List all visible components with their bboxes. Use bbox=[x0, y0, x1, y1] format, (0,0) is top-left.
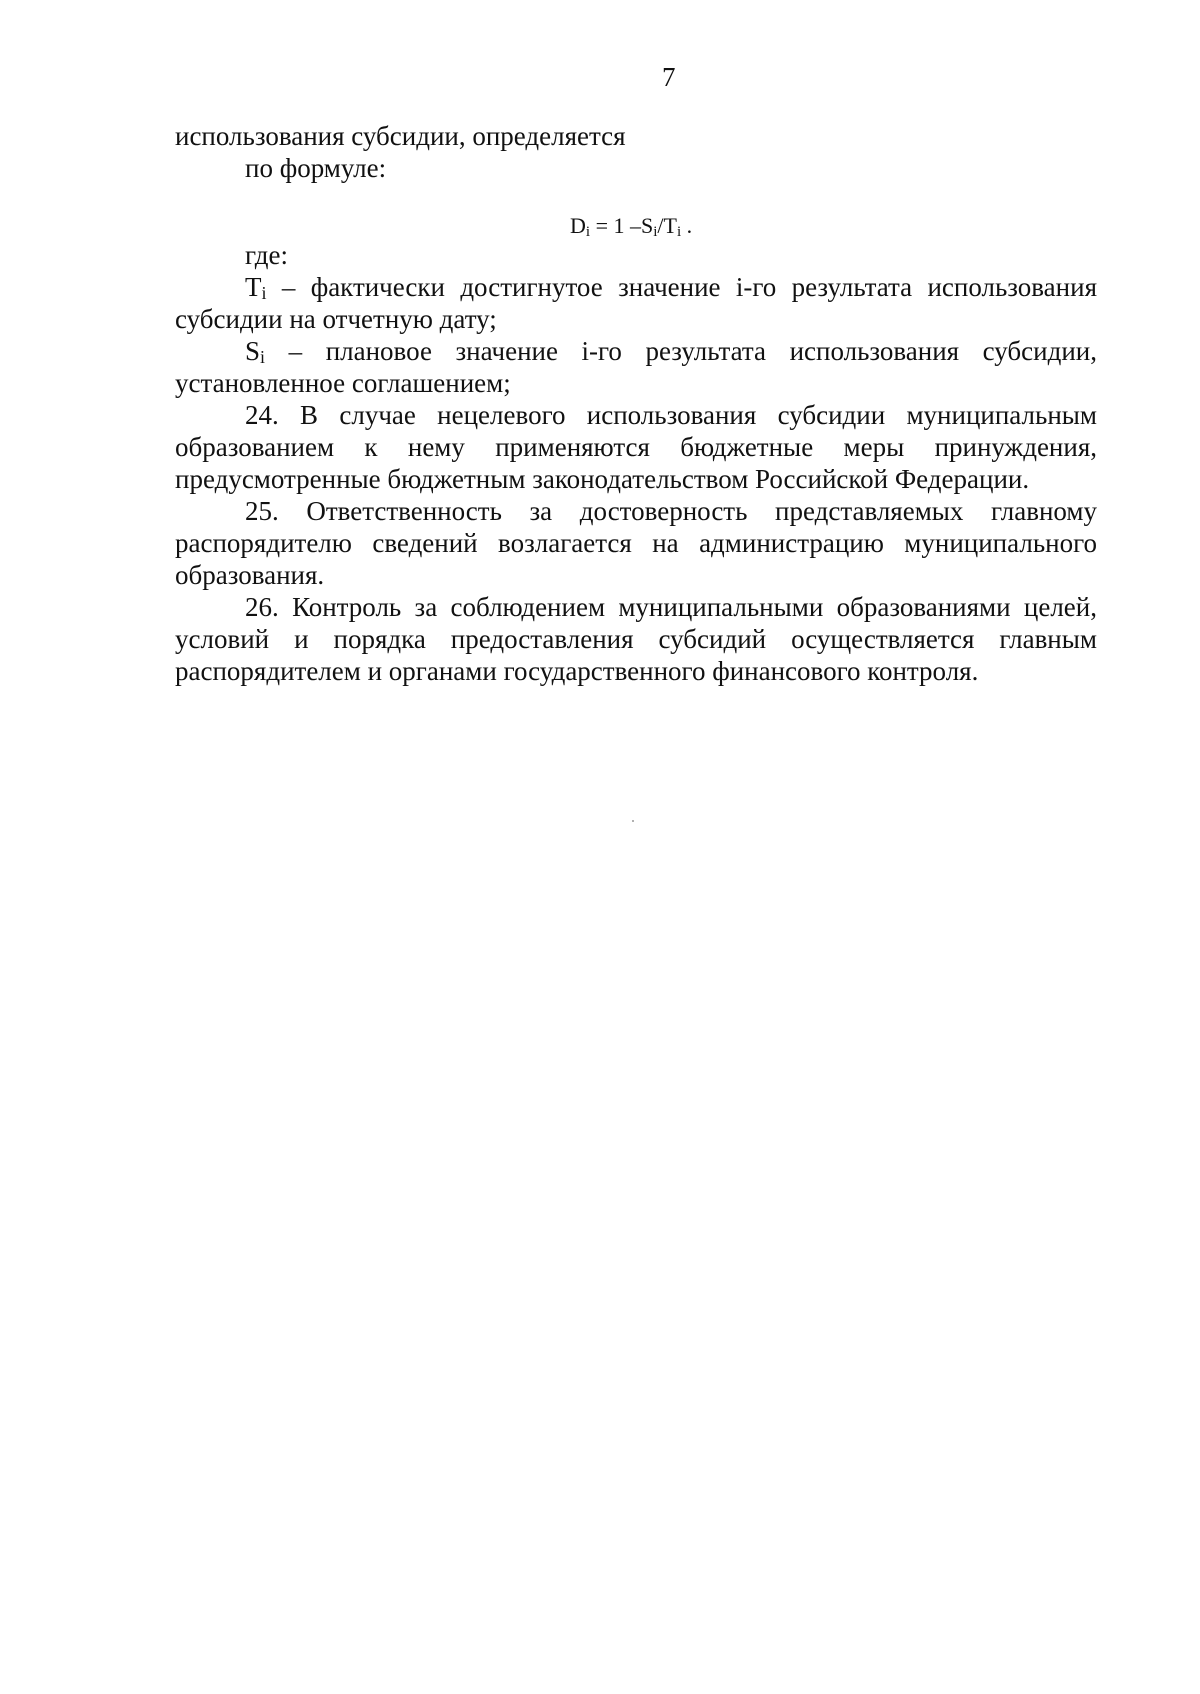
symbol-s bbox=[245, 336, 265, 366]
formula-part: D bbox=[570, 213, 586, 238]
formula-subscript: i bbox=[585, 224, 591, 240]
definition-text: – фактически достигнутое значение i-го результата использования bbox=[266, 272, 1097, 302]
text-line: использования субсидии, определяется bbox=[175, 121, 626, 151]
formula-part: /T bbox=[657, 213, 677, 238]
paragraph-26-line: 26. Контроль за соблюдением муниципальными образованиями целей, bbox=[245, 592, 1097, 622]
scan-speck bbox=[632, 820, 634, 822]
page-number: 7 bbox=[662, 62, 676, 92]
symbol-subscript: i bbox=[261, 283, 267, 303]
paragraph-25-line: образования. bbox=[175, 560, 325, 590]
paragraph-24-line: образованием к нему применяются бюджетные меры принуждения, bbox=[175, 432, 1097, 462]
formula-part: . bbox=[681, 213, 693, 238]
formula-subscript: i bbox=[653, 224, 658, 240]
text-line: по формуле: bbox=[245, 153, 387, 183]
paragraph-24-line: предусмотренные бюджетным законодательством Российской Федерации. bbox=[175, 464, 1030, 494]
text-line: установленное соглашением; bbox=[175, 368, 511, 398]
text-line: субсидии на отчетную дату; bbox=[175, 304, 497, 334]
paragraph-26-line: распорядителем и органами государственного финансового контроля. bbox=[175, 656, 979, 686]
definition-text: – плановое значение i-го результата использования субсидии, bbox=[265, 336, 1097, 366]
formula-part: = 1 –S bbox=[590, 213, 654, 238]
paragraph-26-line: условий и порядка предоставления субсидий осуществляется главным bbox=[175, 624, 1097, 654]
symbol-letter: S bbox=[245, 336, 261, 366]
formula bbox=[570, 210, 692, 249]
symbol-letter: T bbox=[245, 272, 262, 302]
paragraph-24-line: 24. В случае нецелевого использования субсидии муниципальным bbox=[245, 400, 1097, 430]
paragraph-25-line: 25. Ответственность за достоверность представляемых главному bbox=[245, 496, 1097, 526]
symbol-subscript: i bbox=[260, 347, 266, 367]
symbol-t bbox=[245, 272, 267, 302]
paragraph-25-line: распорядителю сведений возлагается на администрацию муниципального bbox=[175, 528, 1097, 558]
text-line: где: bbox=[245, 240, 288, 270]
formula-subscript: i bbox=[676, 224, 682, 240]
